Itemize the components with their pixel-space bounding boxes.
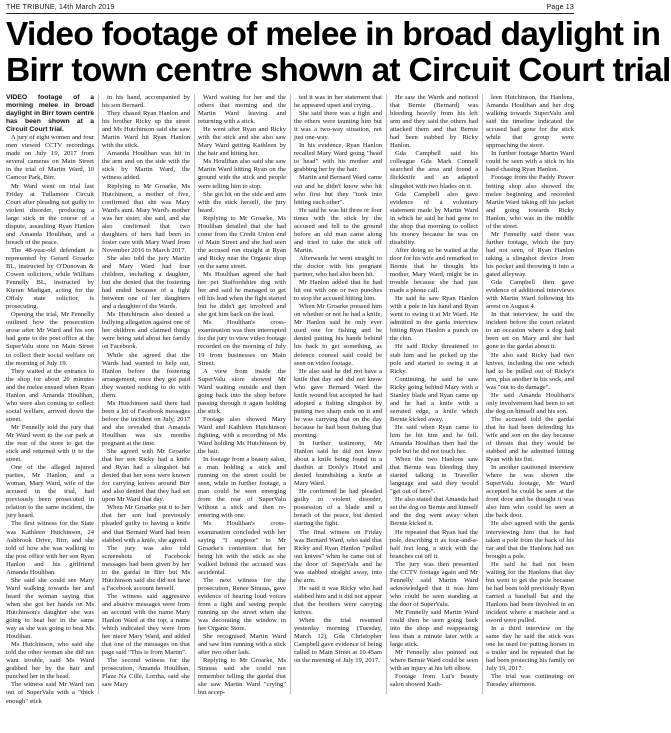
article-body [6, 94, 575, 705]
article-paragraph: In a third interview on the same day he said the stick was one he used for putting horses in a trailer and he repeated that he had been protecting his family on July 19, 2017. [486, 625, 574, 673]
article-paragraph: He also agreed with the garda interviewing him that he had taken a pole from the back of his car and that the Hanlons had not brought a pole. [486, 520, 574, 560]
article-column [6, 94, 94, 705]
article-paragraph: When the two Hanlons saw that Bernie was bleeding they started talking in Traveller language and said they would "get out of here". [390, 456, 478, 496]
article-paragraph: in his hand, accompanied by his son Bernard. [102, 94, 190, 110]
article-paragraph: Gda Campbell then gave evidence of additional interviews with Martin Ward following his arrest on August 4. [486, 279, 574, 311]
article-paragraph: Replying to Mr Groarke, Ms Houlihan detailed that she had come from the Credit Union end of Main Street and she had seen the accused run straight at Ryan and Ricky near the Organic shop on the same street. [198, 214, 286, 270]
article-paragraph: He also said he did not have a knife that day and did not know who gave Bernard Ward the knife wound but accepted he had adopted a fishing slingshot by putting two sharp ends on it and he was carrying that on the day because he had been fishing that morning. [294, 367, 382, 439]
article-paragraph: Mr Fennelly said Martin Ward could then be seen going back into the shop and reappearing less than a minute later with a large stick. [390, 609, 478, 649]
article-paragraph: He said when Ryan came to him he hit him and he fell. Amanda Houlihan then had the pole but he did not touch her. [390, 423, 478, 456]
article-paragraph: In his evidence, Ryan Hanlon recalled Mary Ward going "head to head" with his mother and grabbing her by the hair. [294, 142, 382, 174]
publication-date: THE TRIBUNE, 14th March 2019 [6, 4, 115, 11]
article-paragraph: The jury was also told screenshots of Facebook messages had been given by her to the gardaí in Birr but Ms Hutchinson said she did not have a Facebook account herself. [102, 544, 190, 592]
article-column [290, 94, 382, 694]
article-paragraph: Mr Fennelly told the jury that Mr Ward went to the car park at the rear of the store to get the stick and returned with it to the street. [6, 423, 94, 464]
article-paragraph: Ms Houlihan agreed she had her pet Staffordshire dog with her and said he managed to get off his lead when the fight started but he didn't get involved and she got him back on the lead. [198, 271, 286, 319]
article-paragraph: After doing so he waited at the door for his wife and remarked to Bernie that he thought his mother, Mary Ward, might be in trouble because she had just made a phone call. [390, 246, 478, 295]
article-paragraph: Replying to Mr Groarke, Ms Hutchinson, a mother of five, confirmed that she was Mary Ward's aunt. Mary Ward's mother was her sister, she said, and she also confirmed that two daughters of hers had been in foster care with Mary Ward from November 2016 to March 2017. [102, 182, 190, 254]
article-paragraph: The second witness for the prosecution, Amanda Houlihan, Plaze Na Cille, Lorrha, said she saw Mary [102, 657, 190, 689]
article-paragraph: A view from inside the SuperValu store showed Mr Ward waiting outside and then going back into the shop before passing through it again holding the stick. [198, 367, 286, 415]
article-paragraph: Gda Campbell also gave evidence of a voluntary statement made by Martin Ward in which he said he had gone to the shop that morning to collect his money because he was on disability. [390, 190, 478, 246]
article-paragraph: The accused told the gardaí that he had been defending his wife and son on the day because of threats that they would be stabbed and he admitted hitting Ryan with his fist. [486, 415, 574, 464]
article-paragraph: When Mr Groarke put it to her that her son had previously pleaded guilty to having a knife and that Bernard Ward had been stabbed with a knife, she agreed. [102, 504, 190, 544]
article-paragraph: Ms Houlihan's cross-examination concluded with her saying "I suppose" to Mr Groarke's contention that her being hit with the stick as she walked behind the accused was accidental. [198, 520, 286, 576]
article-paragraph: The witness said Mr Ward ran out of SuperValu with a "thick enough" stick [6, 681, 94, 705]
article-paragraph: He said he saw Ryan Hanlon with a pole in his hand and Ryan went to swing it at Mr Ward. He admitted in the garda interview hitting Ryan Hanlon a punch on the chin. [390, 295, 478, 343]
article-paragraph: In another cautioned interview where he was shown the SuperValu footage, Mr Ward accepted he could be seen at the front door and he thought it was also him who could be seen at the back door. [486, 464, 574, 520]
article-paragraph: She said there was a fight and the others were taunting him but it was a two-way situation, not just one-way. [294, 110, 382, 142]
article-paragraph: He went after Ryan and Ricky with the stick and she also saw Mary Ward getting Kathleen by the hair and hitting her. [198, 126, 286, 158]
article-lead: VIDEO footage of a morning melee in broad daylight in Birr town centre has been shown at a Circuit Court trial. [6, 94, 94, 134]
article-paragraph: Ms Hutchinson said there had been a lot of Facebook messages before the incident on July, 2017 and she revealed that Amanda Houlihan was six months pregnant at the time. [102, 399, 190, 448]
headline-line-2: Birr town centre shown at Circuit Court trial [6, 52, 671, 89]
article-paragraph: Mr Fennelly said there was further footage, which the jury had not seen, of Ryan Hanlon taking a slingshot device from his pocket and throwing it into a gated alleyway. [486, 230, 574, 279]
article-paragraph: They chased Ryan Hanlon and his brother Ricky up the street and Ms Hutchinson said she saw Martin Ward hit Ryan Hanlon with the stick. [102, 110, 190, 150]
article-paragraph: She also told the jury Martin and Mary Ward had four children, including a daughter, but she denied that the fostering had ended because of a fight between one of her daughters and a daughter of the Wards. [102, 254, 190, 311]
article-paragraph: The final witness on Friday was Bernard Ward, who said that Ricky and Ryan Hanlon "pulled out knives" when he came out of the door of SuperValu and he was stabbed straight away, into the arm. [294, 528, 382, 584]
article-paragraph: He also said Ricky had two knives, including the one which had to be pulled out of Ricky's arm, plus another in his sock, and was "out to do damage". [486, 351, 575, 391]
article-paragraph: leen Hutchinson, the Hanlons, Amanda Houlihan and her dog walking towards SuperValu and said the timeline indicated the accused had gone for the stick while that group were approaching the store. [486, 94, 574, 150]
article-paragraph: Afterwards he went straight to the doctor with his pregnant partner, who had also been hit. [294, 254, 382, 279]
article-paragraph: A jury of eight women and four men viewed CCTV recordings made on July 19, 2017 from several cameras on Main Street in the trial of Martin Ward, 10 Camcor Park, Birr. [6, 134, 94, 182]
article-paragraph: Ms Houlihan also said she saw Martin Ward hitting Ryan on the ground with the stick and people were telling him to stop. [198, 158, 286, 190]
article-paragraph: In further testimony, Mr Hanlon said he did not know about a knife being found in a dustbin at Dooly's Hotel and denied brandishing a knife at Mary Ward. [294, 440, 382, 488]
article-paragraph: Martin and Bernard Ward came out and he didn't know who hit who first but they "took into hitting each other". [294, 174, 382, 206]
article-column [98, 94, 190, 694]
article-paragraph: He said it was Ricky who had stabbed him and it did not appear that the brothers were carrying knives. [294, 584, 382, 616]
article-paragraph: He said Ricky threatened to stab him and he picked up the pole and started to swing it at Ricky. [390, 343, 478, 375]
article-paragraph: Mr Ward went on trial last Friday at Tullamore Circuit Court after pleading not guilty to violent disorder, producing a large stick in the course of a dispute, assaulting Ryan Hanlon and Amanda Houlihan, and a breach of the peace. [6, 182, 94, 246]
headline [6, 16, 671, 89]
article-paragraph: Ms Houlihan's cross-examination was then interrupted for the jury to view video footage recorded on the morning of July 19 from businesses on Main Street. [198, 319, 286, 367]
article-paragraph: The first witness for the State was Kathleen Hutchinson, 24 Ashbrook Drive, Birr, and she told of how she was walking to the post office with her son Ryan Hanlon and his girlfriend Amanda Houlihan. [6, 520, 94, 576]
article-paragraph: Mr Hanlon added that he had hit out with one or two punches to stop the accused hitting him. [294, 279, 382, 303]
article-paragraph: She agreed with Mr Groarke that her son Ricky had a knife and Ryan had a slingshot but denied that her sons were known for carrying knives around Birr and also denied that they had set upon Mr Ward that day. [102, 448, 190, 504]
article-paragraph: Ward waiting for her and the others that morning and the Martin Ward leaving and returning with a stick. [198, 94, 286, 126]
article-paragraph: Gda Campbell said his colleague Gda Mark Connell searched the area and found a flickknife and an adapted slingshot with two blades on it. [390, 150, 478, 190]
article-paragraph: He said he had not been waiting for the Hanlons that day but went to get the pole because he had been told previously Ryan carried a baseball bat and the Hanlons had been involved in an incident where a machete and a sword were pulled. [486, 560, 574, 625]
article-paragraph: In footage from a beauty salon, a man holding a stick and running on the street could be seen, while in further footage, a man could be seen emerging from the rear of SuperValu without a stick and then re-entering with one. [198, 456, 286, 520]
article-paragraph: Amanda Houlihan was hit in the arm and on the side with the stick by Martin Ward, the witness added. [102, 150, 190, 182]
article-paragraph: When Mr Groarke pressed him on whether or not he had a knife, Mr Hanlon said he only ever used one for fishing and he denied putting his hands behind his back to get something, as defence counsel said could be seen on video footage. [294, 303, 382, 367]
page-number: Page 13 [546, 4, 574, 11]
article-paragraph: She recognised Martin Ward and saw him running with a stick after two other lads. [198, 633, 286, 657]
article-paragraph: The jury was then presented the CCTV footage again and Mr Fennelly said Martin Ward acknowledged that it was him who could be seen standing at the door of SuperValu. [390, 560, 478, 608]
article-paragraph: In further footage Martin Ward could be seen with a stick in his hand chasing Ryan Hanlon. [486, 150, 574, 174]
article-paragraph: They waited at the entrance to the shop for about 20 minutes and the melee ensued when Ryan Hanlon and Amanda Houlihan, who were also coming to collect social welfare, arrived down the street. [6, 367, 94, 423]
article-paragraph: Footage from the Paddy Power betting shop also showed the melee beginning and recorded Martin Ward taking off his jacket and going towards Ricky Hanlon, who was in the middle of the street. [486, 174, 574, 230]
headline-line-1: Video footage of melee in broad daylight in [6, 16, 661, 53]
article-paragraph: The witness said aggressive and abusive messages were from an account with the name Mary Hanlon Ward at the top, a name which indicated they were from her niece Mary Ward, and added that one of the messages on that page said "This is from Martin". [102, 592, 190, 657]
article-paragraph: He also stated that Amanda had set the dog on Bernie and himself and the dog went away when Bernie kicked it. [390, 496, 478, 528]
article-paragraph: She said she could see Mary Ward walking towards her and heard the woman saying that when she got her hands on Ms Hutchinson's daughter she was going to beat her in the same way as she was going to beat Ms Houlihan. [6, 576, 94, 641]
article-paragraph: Footage from Lui's beauty salon showed Kath- [390, 673, 478, 689]
article-paragraph: While she agreed that the Wards had wanted to help out, Hanlon before the fostering arrangement, once they got paid they wanted nothing to do with them. [102, 351, 190, 399]
article-paragraph: Replying to Mr Groarke, Ms Strauss said she could not remember telling the gardaí that she saw Martin Ward "crying" but accep- [198, 657, 286, 697]
folio-bar [6, 4, 574, 14]
article-paragraph: The next witness for the prosecution, Renee Strauss, gave evidence of hearing loud voices from a fight and seeing people running up the street when she was decorating the window in her Organic Store. [198, 576, 286, 633]
article-paragraph: When the trial resumed yesterday morning (Tuesday, March 12), Gda Christopher Campbell gave evidence of being called to Main Street at 10.45am on the morning of July 19, 2017. [294, 617, 382, 665]
article-paragraph: Ms Hutchinson, who said she told the other woman she did not want trouble, said Ms Ward grabbed her by the hair and punched her in the head. [6, 641, 94, 681]
article-column [194, 94, 286, 697]
article-paragraph: Continuing, he said he saw Ricky going behind Mary with a Stanley blade and Ryan came up and he had a knife with a serrated edge, a knife which Bernie kicked away. [390, 375, 478, 423]
article-paragraph: In that interview, he said the incident before the court related to an occasion where a dog had been set on Mary and she had gone to the gardaí about it. [486, 311, 574, 351]
article-paragraph: The 48-year-old defendant is represented by Gerard Groarke BL, instructed by O'Donovan & Cowen solicitors, while William Fennelly BL, instructed by Kieran Madigan, acting for the Offaly state solicitor, is prosecuting. [6, 246, 94, 311]
article-paragraph: He said Amanda Houlihan's only involvement had been to set the dog on himself and his son. [486, 391, 574, 415]
article-paragraph: She got hit on the side and arm with the stick herself, the jury heard. [198, 190, 286, 214]
article-paragraph: Footage also showed Mary Ward and Kathleen Hutchinson fighting, with a recording of Ms Ward holding Ms Hutchinson by the hair. [198, 415, 286, 456]
article-paragraph: He repeated that Ryan had the pole, describing it as four-and-a-half feet long, a stick with the branches cut off it. [390, 528, 478, 560]
article-paragraph: ted it was in her statement that he appeared upset and crying. [294, 94, 382, 110]
article-paragraph: The trial was continuing on Tuesday afternoon. [486, 673, 574, 689]
article-paragraph: Ms Hutchinson also denied a bullying allegation against one of her children and claimed things were being said about her family on Facebook. [102, 311, 190, 351]
article-paragraph: He saw the Wards and noticed that Bernie (Bernard) was bleeding heavily from his left arm and they said the others had attacked them and that Bernie had been stabbed by Ricky Hanlon. [390, 94, 478, 150]
article-paragraph: One of the alleged injured parties, Mr Hanlon, and a woman, Mary Ward, wife of the accused in the trial, had previously been prosecuted in relation to the same incident, the jury heard. [6, 464, 94, 520]
article-column [482, 94, 574, 694]
article-paragraph: Opening the trial, Mr Fennelly outlined how the prosecution arose after Mr Ward and his son had gone to the post office at the SuperValu store on Main Street to collect their social welfare on the morning of July 19. [6, 311, 94, 367]
article-column [386, 94, 478, 694]
article-paragraph: He said he was hit three or four times with the stick by the accused and fell to the ground before an old man came along and tried to take the stick off Martin. [294, 206, 382, 254]
article-paragraph: He confirmed he had pleaded guilty to violent disorder, possession of a blade and a breach of the peace, but denied starting the fight. [294, 488, 382, 528]
article-paragraph: Mr Fennelly also pointed out where Bernie Ward could be seen with an injury at his left elbow. [390, 649, 478, 673]
